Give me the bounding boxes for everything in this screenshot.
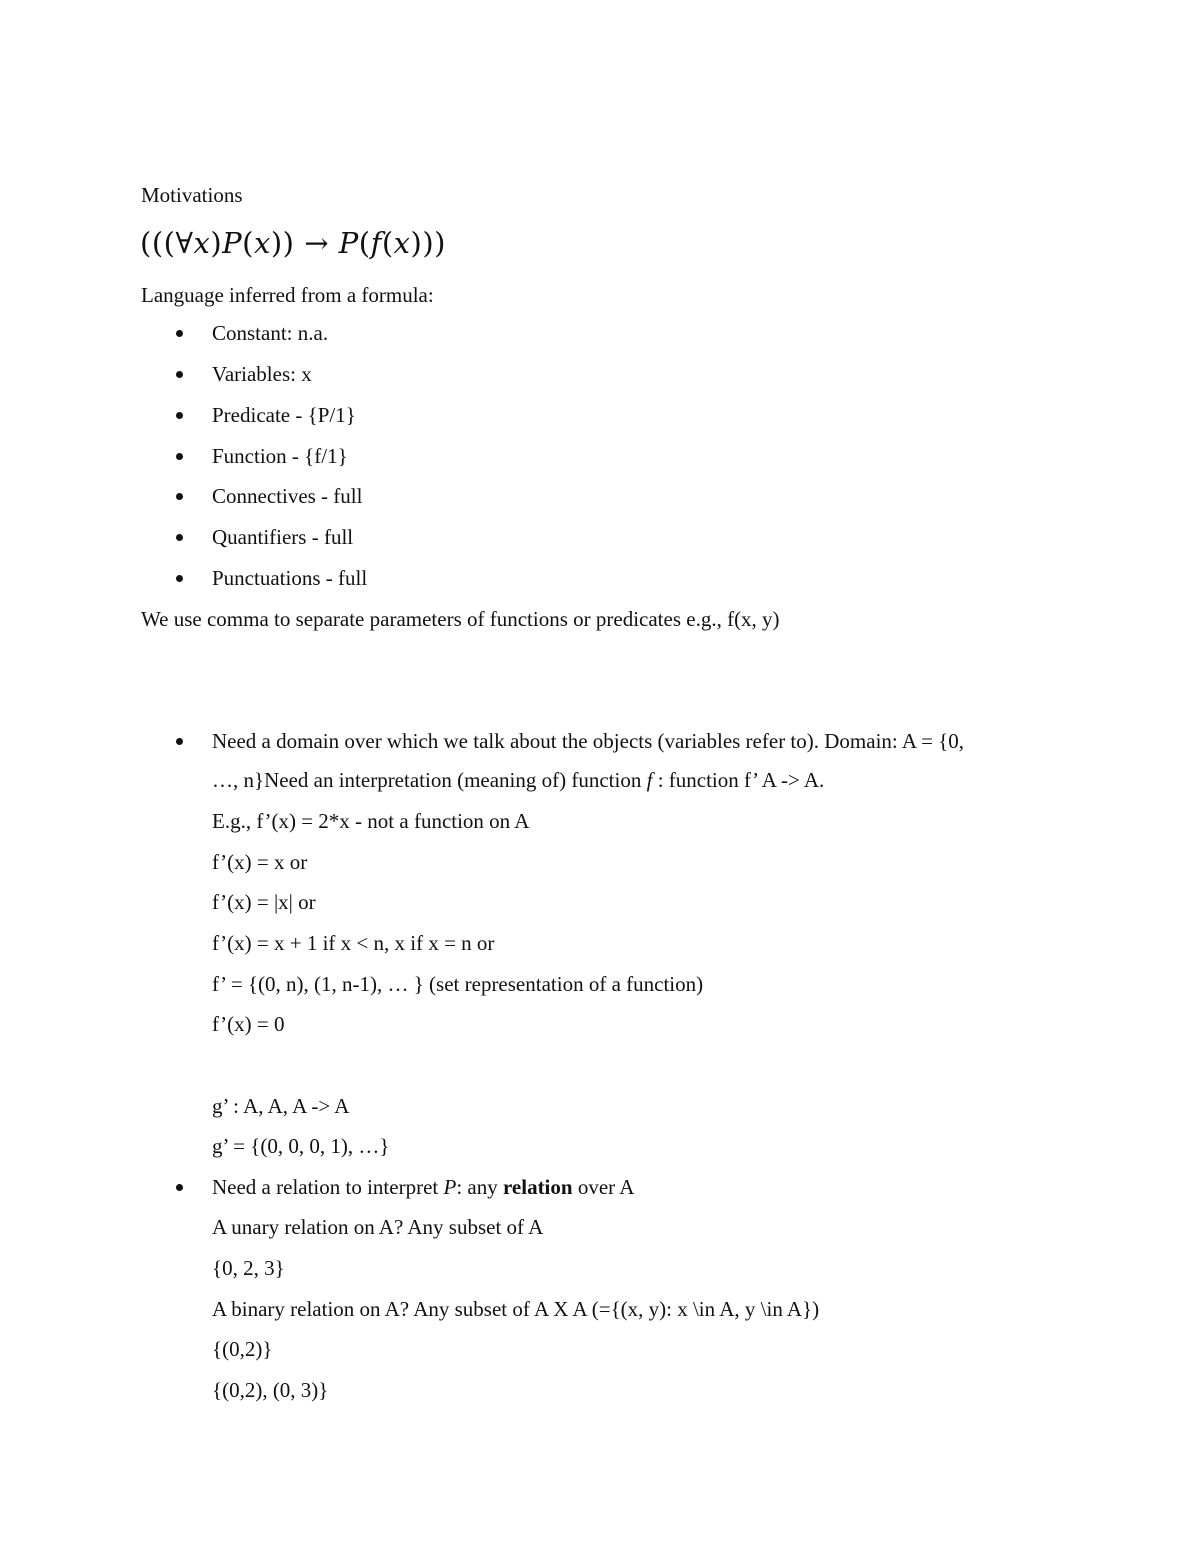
text-span: Need a relation to interpret: [212, 1175, 444, 1199]
function-example: f’(x) = x or: [212, 850, 308, 874]
bullet-icon: [176, 575, 183, 582]
formula-part: f: [370, 226, 382, 260]
bullet-icon: [176, 1184, 183, 1191]
function-example: f’ = {(0, n), (1, n-1), … } (set representation of a function): [212, 972, 704, 996]
list-item: Connectives - full: [212, 484, 363, 508]
formula-part: (: [381, 226, 394, 260]
bullet-icon: [176, 534, 183, 541]
formula-part: ): [210, 226, 223, 260]
function-symbol: f: [646, 768, 653, 792]
relation-line: {(0,2)}: [212, 1337, 273, 1361]
formula-part: x: [393, 226, 411, 260]
formula-part: x: [254, 226, 271, 260]
domain-line-2: [212, 767, 824, 793]
language-intro: Language inferred from a formula:: [141, 283, 434, 307]
arrow-symbol: →: [294, 226, 339, 260]
function-example: f’(x) = 0: [212, 1012, 285, 1036]
text-span: over A: [572, 1175, 635, 1199]
bullet-icon: [176, 493, 183, 500]
formula-part: ))): [410, 226, 446, 260]
predicate-symbol: P: [443, 1175, 457, 1199]
g-line: g’ = {(0, 0, 0, 1), …}: [212, 1134, 390, 1158]
formula-part: x: [193, 226, 211, 260]
list-item: Function - {f/1}: [212, 444, 348, 468]
domain-line-1: Need a domain over which we talk about the objects (variables refer to). Domain: A = {0,: [212, 729, 965, 753]
relation-line-1: [212, 1174, 634, 1200]
formula-part: P: [338, 226, 359, 260]
bullet-icon: [176, 412, 183, 419]
relation-line: {(0,2), (0, 3)}: [212, 1378, 329, 1402]
heading: Motivations: [141, 183, 243, 207]
g-line: g’ : A, A, A -> A: [212, 1094, 350, 1118]
forall-symbol: ∀: [175, 226, 194, 260]
function-example: E.g., f’(x) = 2*x - not a function on A: [212, 809, 530, 833]
bold-term: relation: [502, 1175, 573, 1199]
list-item: Predicate - {P/1}: [212, 403, 356, 427]
bullet-icon: [176, 453, 183, 460]
list-item: Punctuations - full: [212, 566, 368, 590]
formula-part: P: [222, 226, 243, 260]
text-span: : any: [456, 1175, 503, 1199]
formula-part: )): [270, 226, 295, 260]
function-example: f’(x) = |x| or: [212, 890, 316, 914]
list-item: Variables: x: [212, 362, 312, 386]
bullet-icon: [176, 330, 183, 337]
function-example: f’(x) = x + 1 if x < n, x if x = n or: [212, 931, 495, 955]
formula: [140, 226, 446, 260]
formula-part: (: [242, 226, 254, 260]
list-item: Constant: n.a.: [212, 321, 329, 345]
relation-line: A binary relation on A? Any subset of A X A (={(x, y): x \in A, y \in A}): [212, 1297, 820, 1321]
list-item: Quantifiers - full: [212, 525, 354, 549]
text-span: …, n}Need an interpretation (meaning of) function: [212, 768, 647, 792]
relation-line: A unary relation on A? Any subset of A: [212, 1215, 544, 1239]
relation-line: {0, 2, 3}: [212, 1256, 285, 1280]
bullet-icon: [176, 371, 183, 378]
formula-part: (((: [140, 226, 176, 260]
comma-note: We use comma to separate parameters of functions or predicates e.g., f(x, y): [141, 607, 780, 631]
formula-part: (: [358, 226, 371, 260]
text-span: : function f’ A -> A.: [652, 768, 825, 792]
bullet-icon: [176, 738, 183, 745]
